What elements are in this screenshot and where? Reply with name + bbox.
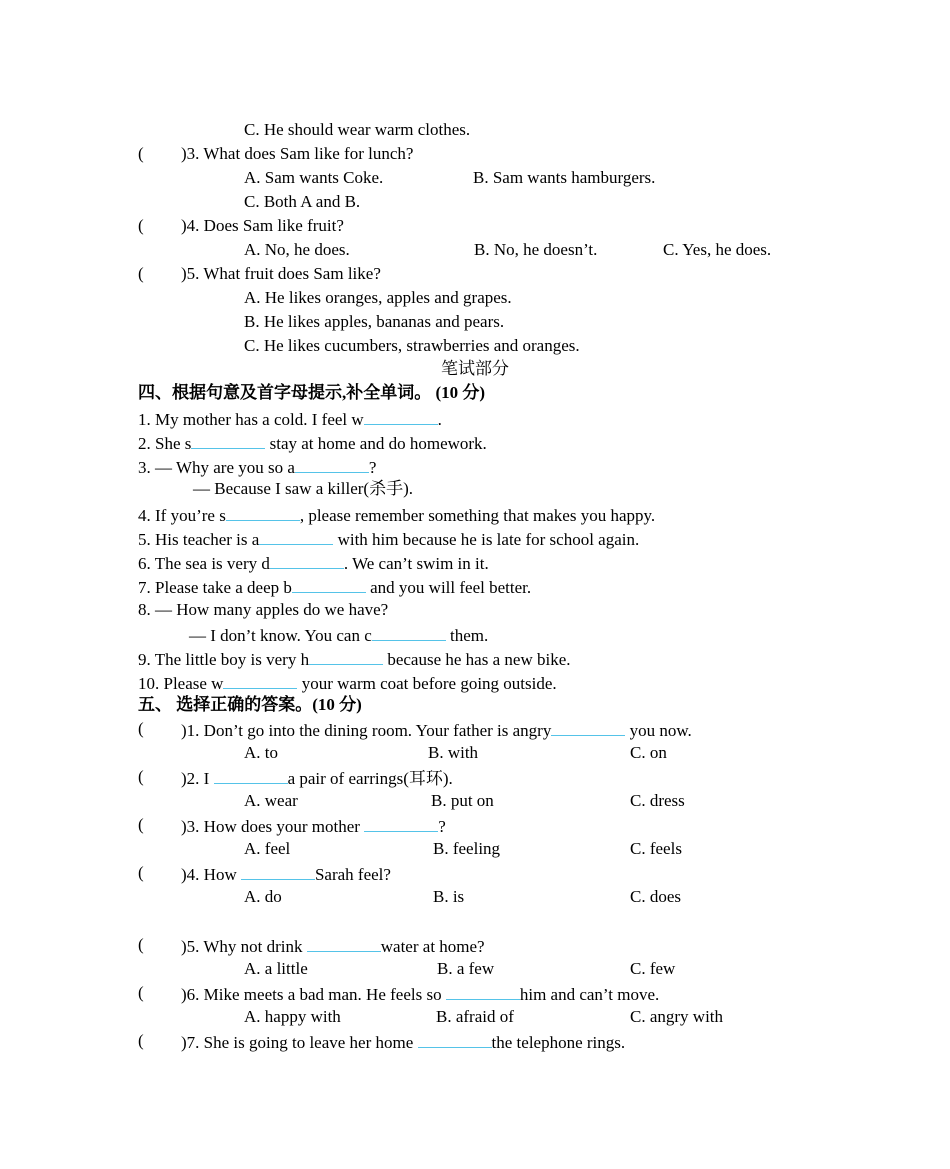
q-text-post: them. <box>445 626 489 645</box>
answer-paren: ( <box>138 767 144 786</box>
section5-q5-option-c: C. few <box>630 959 676 978</box>
section5-q2 <box>181 765 453 791</box>
listening-q4-option-b: B. No, he doesn’t. <box>474 240 598 259</box>
listening-q5-option-c: C. He likes cucumbers, strawberries and oranges. <box>244 336 580 355</box>
section4-q8-question: 8. — How many apples do we have? <box>138 600 389 619</box>
answer-blank[interactable] <box>223 670 297 689</box>
answer-paren: ( <box>138 983 144 1002</box>
listening-q2-option-c: C. He should wear warm clothes. <box>244 120 471 139</box>
q-text-pre: )7. She is going to leave her home <box>181 1033 418 1052</box>
listening-q3-option-b: B. Sam wants hamburgers. <box>473 168 656 187</box>
written-part-title: 笔试部分 <box>441 359 509 378</box>
q-text-post: you now. <box>625 721 692 740</box>
section4-q2 <box>138 430 487 456</box>
section5-q1 <box>181 717 692 743</box>
q-text-post: Sarah feel? <box>314 865 391 884</box>
answer-blank[interactable] <box>307 933 381 952</box>
answer-blank[interactable] <box>364 406 438 425</box>
section5-q4-option-b: B. is <box>433 887 465 906</box>
answer-blank[interactable] <box>418 1029 492 1048</box>
answer-blank[interactable] <box>270 550 344 569</box>
q-text-pre: )3. How does your mother <box>181 817 365 836</box>
q-text-pre: )5. Why not drink <box>181 937 307 956</box>
section4-q7 <box>138 574 531 600</box>
q-text-post: , please remember something that makes you happy. <box>299 506 656 525</box>
section4-q1 <box>138 406 442 432</box>
q-text-post: because he has a new bike. <box>383 650 571 669</box>
q-text-pre: — I don’t know. You can c <box>189 626 372 645</box>
section5-q6-option-a: A. happy with <box>244 1007 341 1026</box>
section5-q3-option-a: A. feel <box>244 839 291 858</box>
listening-q3-option-c: C. Both A and B. <box>244 192 361 211</box>
section5-q7 <box>181 1029 625 1055</box>
section5-q3 <box>181 813 446 839</box>
q-text-pre: )1. Don’t go into the dining room. Your father is angry <box>181 721 552 740</box>
q-text-post: the telephone rings. <box>491 1033 626 1052</box>
q-text-post: . We can’t swim in it. <box>343 554 489 573</box>
answer-blank[interactable] <box>226 502 300 521</box>
answer-blank[interactable] <box>372 622 446 641</box>
listening-q5-option-a: A. He likes oranges, apples and grapes. <box>244 288 512 307</box>
answer-blank[interactable] <box>295 454 369 473</box>
q-text-pre: )6. Mike meets a bad man. He feels so <box>181 985 446 1004</box>
q-text-pre: 9. The little boy is very h <box>138 650 310 669</box>
answer-blank[interactable] <box>551 717 625 736</box>
q-text-pre: 6. The sea is very d <box>138 554 270 573</box>
section5-q5-option-a: A. a little <box>244 959 308 978</box>
listening-q5-option-b: B. He likes apples, bananas and pears. <box>244 312 505 331</box>
q-text-pre: 3. — Why are you so a <box>138 458 295 477</box>
q-text-post: ? <box>368 458 377 477</box>
section5-q4-option-c: C. does <box>630 887 681 906</box>
section5-q6 <box>181 981 659 1007</box>
listening-q3-stem: )3. What does Sam like for lunch? <box>181 144 414 163</box>
section5-q2-option-c: C. dress <box>630 791 685 810</box>
section5-q2-option-b: B. put on <box>431 791 494 810</box>
answer-blank[interactable] <box>309 646 383 665</box>
q-text-post: water at home? <box>380 937 485 956</box>
q-text-pre: 7. Please take a deep b <box>138 578 292 597</box>
q-text-post: with him because he is late for school again. <box>333 530 640 549</box>
section5-q3-option-c: C. feels <box>630 839 682 858</box>
q-text-pre: 4. If you’re s <box>138 506 226 525</box>
listening-q3-option-a: A. Sam wants Coke. <box>244 168 384 187</box>
answer-paren: ( <box>138 815 144 834</box>
listening-q4-option-a: A. No, he does. <box>244 240 350 259</box>
section5-q1-option-c: C. on <box>630 743 667 762</box>
section5-q2-option-a: A. wear <box>244 791 298 810</box>
answer-paren: ( <box>138 264 144 283</box>
section5-title: 五、 选择正确的答案。(10 分) <box>138 695 362 714</box>
listening-q4-option-c: C. Yes, he does. <box>663 240 772 259</box>
q-text-post: and you will feel better. <box>365 578 532 597</box>
section4-q8 <box>189 622 488 648</box>
section4-q3-answer-line: — Because I saw a killer(杀手). <box>193 479 413 498</box>
section4-q5 <box>138 526 639 552</box>
section5-q4 <box>181 861 391 887</box>
section4-q6 <box>138 550 489 576</box>
q-text-pre: 5. His teacher is a <box>138 530 260 549</box>
q-text-post: him and can’t move. <box>519 985 660 1004</box>
section5-q1-option-a: A. to <box>244 743 278 762</box>
q-text-pre: )4. How <box>181 865 241 884</box>
q-text-post: ? <box>438 817 446 836</box>
q-text-post: your warm coat before going outside. <box>297 674 557 693</box>
q-text-post: a pair of earrings(耳环). <box>287 769 453 788</box>
answer-blank[interactable] <box>191 430 265 449</box>
section5-q5-option-b: B. a few <box>437 959 495 978</box>
section5-q3-option-b: B. feeling <box>433 839 501 858</box>
answer-paren: ( <box>138 144 144 163</box>
answer-paren: ( <box>138 216 144 235</box>
section4-q9 <box>138 646 570 672</box>
answer-blank[interactable] <box>259 526 333 545</box>
answer-paren: ( <box>138 719 144 738</box>
answer-blank[interactable] <box>364 813 438 832</box>
section5-q1-option-b: B. with <box>428 743 479 762</box>
q-text-pre: )2. I <box>181 769 214 788</box>
section5-q6-option-c: C. angry with <box>630 1007 724 1026</box>
q-text-pre: 2. She s <box>138 434 192 453</box>
section5-q6-option-b: B. afraid of <box>436 1007 514 1026</box>
section5-q5 <box>181 933 485 959</box>
answer-blank[interactable] <box>292 574 366 593</box>
q-text-post: stay at home and do homework. <box>265 434 487 453</box>
answer-blank[interactable] <box>241 861 315 880</box>
q-text-pre: 1. My mother has a cold. I feel w <box>138 410 364 429</box>
section5-q4-option-a: A. do <box>244 887 282 906</box>
section4-title: 四、根据句意及首字母提示,补全单词。 (10 分) <box>138 383 486 402</box>
q-text-post: . <box>437 410 442 429</box>
answer-paren: ( <box>138 863 144 882</box>
listening-q4-stem: )4. Does Sam like fruit? <box>181 216 344 235</box>
listening-q5-stem: )5. What fruit does Sam like? <box>181 264 381 283</box>
answer-blank[interactable] <box>214 765 288 784</box>
answer-paren: ( <box>138 935 144 954</box>
answer-blank[interactable] <box>446 981 520 1000</box>
section4-q4 <box>138 502 655 528</box>
answer-paren: ( <box>138 1031 144 1050</box>
q-text-pre: 10. Please w <box>138 674 224 693</box>
